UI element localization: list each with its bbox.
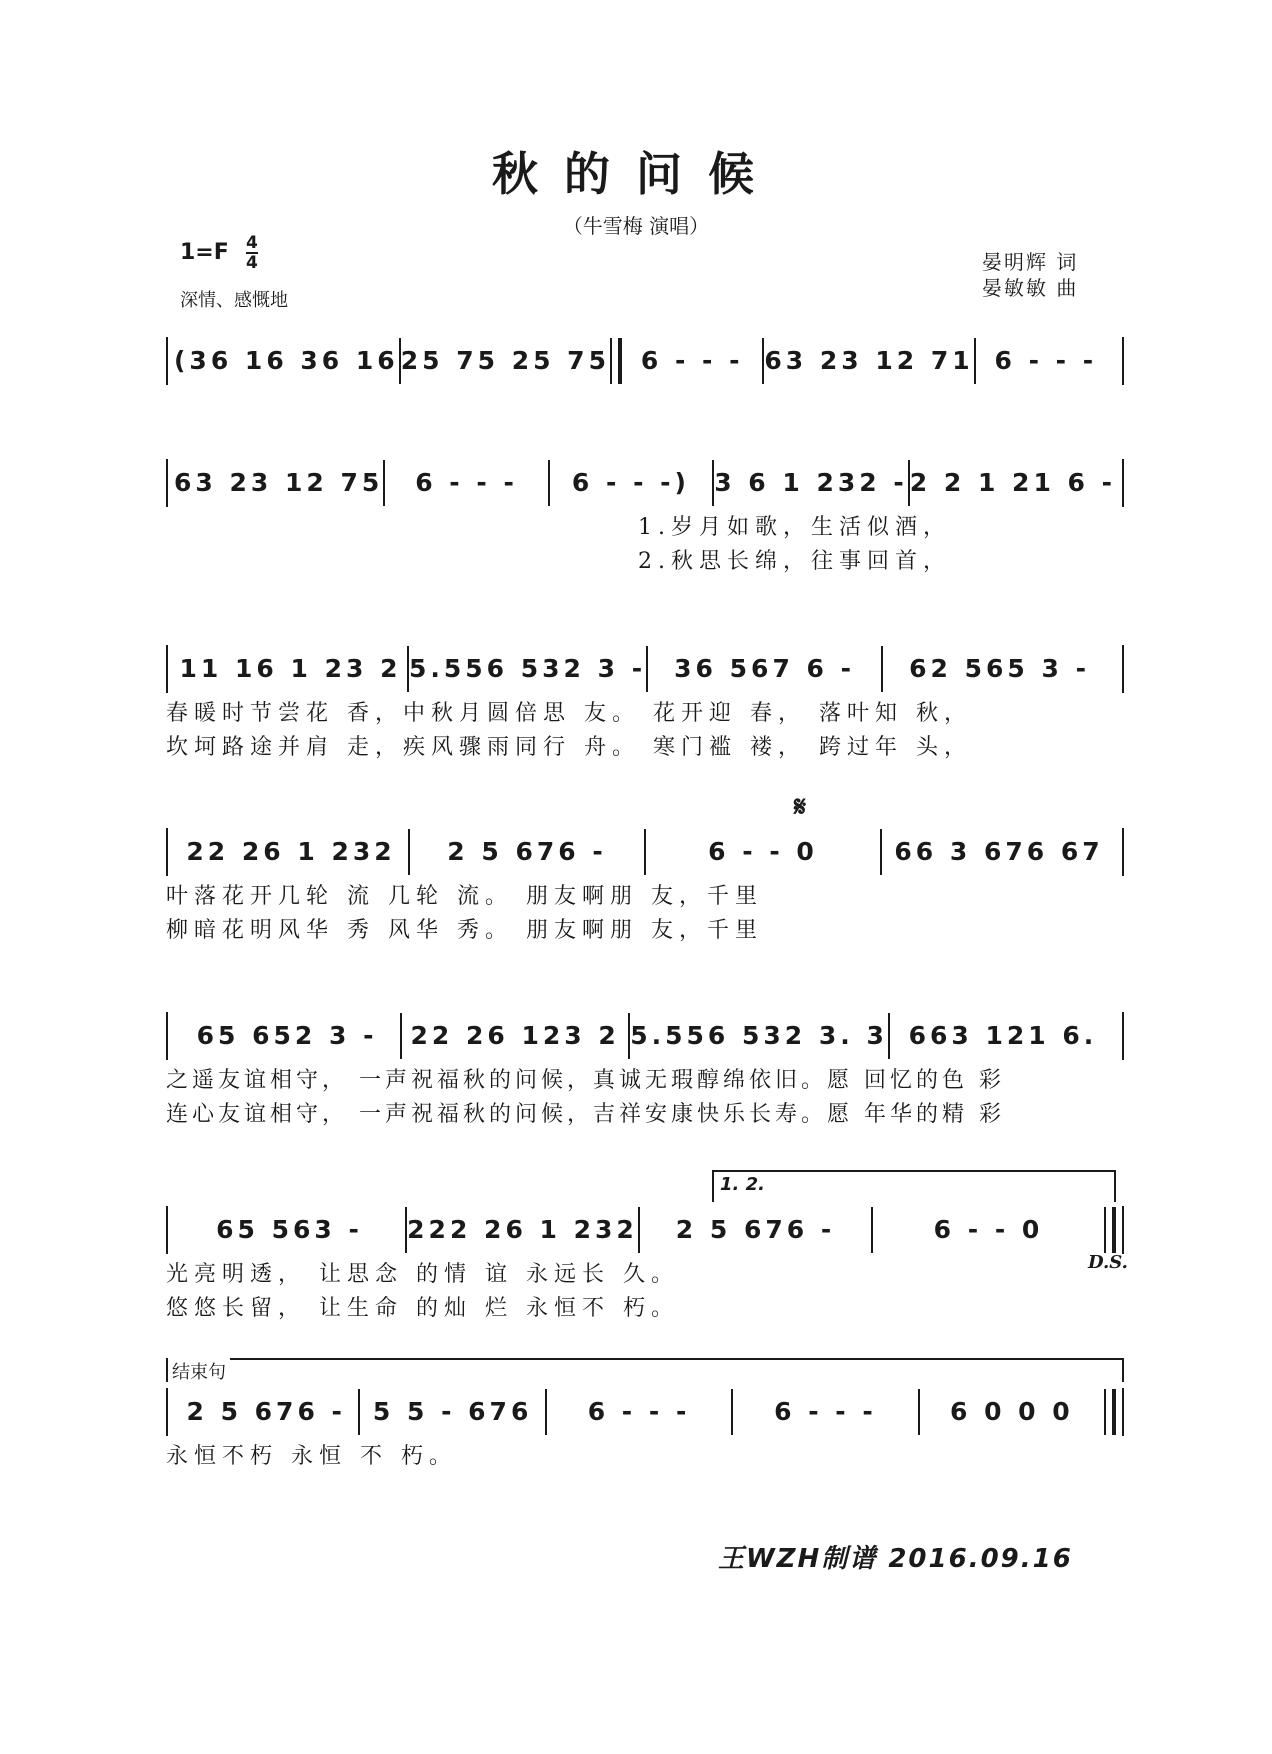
score-system-4 bbox=[166, 828, 1124, 948]
score-system-2 bbox=[166, 459, 1124, 579]
lyricist-credit: 晏明辉 词 bbox=[982, 250, 1079, 274]
lyric-line-2: 2.秋思长绵，往事回首， bbox=[638, 549, 951, 574]
measure: 65 563 - bbox=[216, 1215, 363, 1244]
lyric-line-1: 之遥友谊相守， 一声祝福秋的问候，真诚无瑕醇绵依旧。愿 回忆的色 彩 bbox=[166, 1068, 1005, 1093]
measure: 6 0 0 0 bbox=[949, 1397, 1074, 1426]
segno-sign: 𝄋 bbox=[794, 790, 807, 823]
measure: 6 - - - bbox=[415, 468, 518, 497]
score-system-5 bbox=[166, 1012, 1124, 1132]
time-signature bbox=[246, 234, 258, 272]
measure: 6 - - - bbox=[640, 346, 744, 375]
performer-credit: （牛雪梅 演唱） bbox=[562, 214, 710, 238]
score-system-7 bbox=[166, 1388, 1124, 1474]
key-signature: 1=F bbox=[180, 240, 229, 265]
notes-row bbox=[166, 1206, 1124, 1254]
time-signature-bottom: 4 bbox=[246, 253, 258, 273]
score-system-1 bbox=[166, 337, 1124, 385]
measure: 63 23 12 71 bbox=[764, 346, 974, 375]
measure: 663 121 6. bbox=[908, 1021, 1098, 1050]
measure: 36 567 6 - bbox=[674, 654, 856, 683]
notes-row bbox=[166, 337, 1124, 385]
repeat-barline bbox=[610, 338, 622, 384]
ending-label: 结束句 bbox=[168, 1358, 230, 1384]
measure: 22 26 123 2 bbox=[410, 1021, 620, 1050]
tempo-marking: 深情、感慨地 bbox=[180, 290, 288, 311]
measure: 66 3 676 67 bbox=[894, 837, 1104, 866]
dal-segno-mark: D.S. bbox=[1088, 1252, 1128, 1273]
lyric-line-1: 春暖时节尝花 香，中秋月圆倍思 友。 花开迎 春， 落叶知 秋， bbox=[166, 701, 972, 726]
measure: 6 - - - bbox=[774, 1397, 877, 1426]
composer-credit: 晏敏敏 曲 bbox=[982, 276, 1079, 300]
measure: 6 - - 0 bbox=[708, 837, 818, 866]
measure: 22 26 1 232 bbox=[186, 837, 396, 866]
measure: 6 - - - bbox=[587, 1397, 691, 1426]
notes-row bbox=[166, 1012, 1124, 1060]
measure: 5 5 - 676 bbox=[372, 1397, 533, 1426]
lyric-line-1: 1.岁月如歌，生活似酒， bbox=[638, 515, 951, 540]
measure: 222 26 1 232 bbox=[407, 1215, 638, 1244]
notes-row bbox=[166, 1388, 1124, 1436]
notes-row bbox=[166, 645, 1124, 693]
measure: 5.556 532 3. 3 bbox=[630, 1021, 888, 1050]
measure: 25 75 25 75 bbox=[400, 346, 610, 375]
measure: 62 565 3 - bbox=[909, 654, 1090, 683]
volta-label: 1. 2. bbox=[720, 1174, 765, 1195]
ending-bracket bbox=[166, 1358, 1124, 1382]
lyric-line-2: 悠悠长留， 让生命 的灿 烂 永恒不 朽。 bbox=[166, 1296, 679, 1321]
measure: 2 5 676 - bbox=[447, 837, 607, 866]
measure: 2 2 1 21 6 - bbox=[909, 468, 1117, 497]
lyric-line-1: 永恒不朽 永恒 不 朽。 bbox=[166, 1444, 457, 1469]
measure: 2 5 676 - bbox=[675, 1215, 836, 1244]
final-barline bbox=[1104, 1389, 1116, 1435]
notes-row bbox=[166, 459, 1124, 507]
song-title: 秋的问候 bbox=[492, 147, 780, 201]
measure: 63 23 12 75 bbox=[174, 468, 384, 497]
lyric-line-2: 连心友谊相守， 一声祝福秋的问候，吉祥安康快乐长寿。愿 年华的精 彩 bbox=[166, 1102, 1005, 1127]
measure: 6 - - 0 bbox=[933, 1215, 1044, 1244]
measure: 6 - - - bbox=[994, 346, 1098, 375]
volta-bracket bbox=[712, 1170, 1116, 1202]
time-signature-top: 4 bbox=[246, 233, 258, 253]
measure: (36 16 36 16 bbox=[174, 346, 399, 375]
score-system-3 bbox=[166, 645, 1124, 765]
measure: 5.556 532 3 - bbox=[408, 654, 647, 683]
notes-row bbox=[166, 828, 1124, 876]
lyric-line-2: 柳暗花明风华 秀 风华 秀。 朋友啊朋 友，千里 bbox=[166, 918, 763, 943]
lyric-line-2: 坎坷路途并肩 走，疾风骤雨同行 舟。 寒门褴 褛， 跨过年 头， bbox=[166, 735, 972, 760]
score-system-6 bbox=[166, 1206, 1124, 1326]
arranger-footer: 王WZH制谱 2016.09.16 bbox=[718, 1544, 1073, 1574]
repeat-end-barline bbox=[1104, 1207, 1116, 1253]
measure: 65 652 3 - bbox=[196, 1021, 378, 1050]
measure: 3 6 1 232 - bbox=[714, 468, 908, 497]
measure: 6 - - -) bbox=[571, 468, 690, 497]
measure: 11 16 1 23 2 bbox=[179, 654, 402, 683]
lyric-line-1: 叶落花开几轮 流 几轮 流。 朋友啊朋 友，千里 bbox=[166, 884, 763, 909]
measure: 2 5 676 - bbox=[186, 1397, 346, 1426]
lyric-line-1: 光亮明透， 让思念 的情 谊 永远长 久。 bbox=[166, 1262, 679, 1287]
